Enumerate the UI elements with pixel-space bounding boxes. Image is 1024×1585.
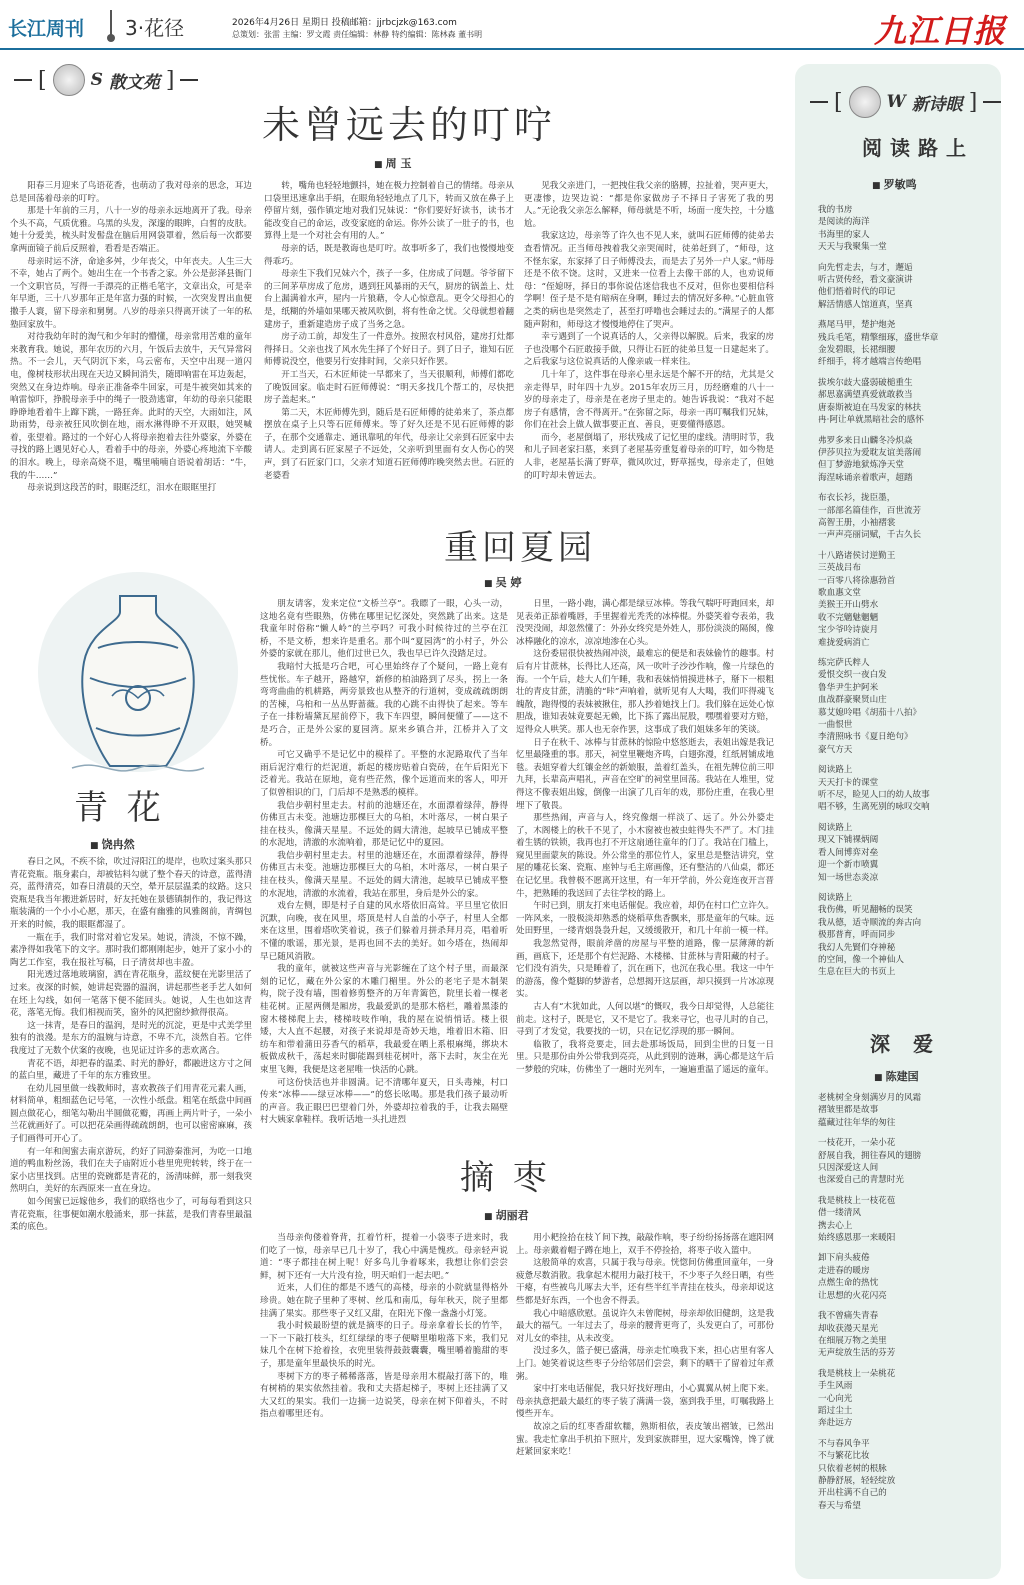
poem-line: 但丁梦游地狱炼净天堂 — [818, 460, 904, 471]
poem-line: 听不尽，睑见人口的幼人故事 — [818, 790, 930, 801]
paragraph: 家中打来电话催促，我只好找好理由，小心翼翼从树上爬下来。母亲执意把最大最红的枣子装了满满一袋，塞到我手里，叮嘱我路上慢些开车。 — [516, 1384, 774, 1420]
poem-line: 我伤佛，听见翻畅的误笑 — [818, 905, 913, 916]
poem-line: 的空间，像一个神仙人 — [818, 954, 904, 965]
paragraph: 用小耙捡拾在枝丫间下拽，敲敲作响，枣子纷纷扬扬落在遮阳网上。母亲戴着帽子蹲在地上，双手不停捡拾，将枣子收入篮中。 — [516, 1233, 774, 1256]
poem-line: 他们悟着时代的印记 — [818, 287, 896, 298]
poem-line: 借一缕清风 — [818, 1208, 861, 1219]
article-column — [10, 180, 252, 510]
poem-line: 阅读路上 — [818, 822, 853, 833]
stanza — [818, 492, 996, 542]
poem-line: 海涅咏诵亲着歌声，超踏 — [818, 472, 913, 483]
editors-line: 总策划：张雷 主编：罗文霞 责任编辑：林静 特约编辑：陈林森 董书明 — [232, 30, 483, 39]
poem-line: 我的书房 — [818, 205, 853, 215]
poem-author: ■ 陈建国 — [874, 1068, 919, 1084]
article-author: ■ 周 玉 — [374, 155, 411, 171]
section-header-poetry: [ W 新诗眼 ] — [810, 86, 1001, 118]
paragraph: 我心中暗感欣慰。虽说许久未曾爬树，母亲却依旧健朗，这是我最大的福气。一年过去了，母亲的腰背更弯了，头发更白了，可那份对儿女的牵挂，从未改变。 — [516, 1308, 774, 1344]
stanza — [818, 892, 996, 979]
poem-line: 极那普育，呼而同步 — [818, 930, 896, 941]
paragraph: 幸亏遇到了一个说真话的人，父亲得以解脱。后来，我家的房子也没哪个石匠敢接手做，只得让石匠的徒弟旦复一日建起来了。之后我家与这位说真话的人像亲戚一样来往。 — [524, 332, 774, 368]
poem-line: 纤细手，将才越端言传绝唱 — [818, 357, 922, 368]
article-column — [524, 180, 774, 510]
stanza — [818, 1092, 996, 1129]
badge-icon — [849, 86, 881, 118]
article-title: 摘 枣 — [460, 1158, 551, 1198]
newspaper-logo: 九江日报 — [873, 12, 1006, 50]
poem-line: 三英战吕布 — [818, 563, 861, 574]
paragraph: 我家这边，母亲等了许久也不见人来，就叫石匠师傅的徒弟去查看情况。正当师母拽着我父亲哭闹时，徒弟赶到了，“师母，这不怪东家，东家择了日子师傅没去，而是去了另外一户人家。”师母还是不依不饶。这时，又进来一位看上去像干部的人，也劝说师母：“侄媳呀，择日的事你说估迷信我也不反对，但你也要相信科学啊！侄子是不是有暗病在身啊，睡过去的情况好多种。”心脏血管之类的病也是突然走了，甚至打呼噜也会睡过去的。”满屋子的人都随声附和，师母这才慢慢地停住了哭声。 — [524, 231, 774, 330]
poem-line: 不与繁花比妆 — [818, 1451, 870, 1462]
poem-line: 老桃树全身刻满岁月的风霜 — [818, 1093, 922, 1103]
masthead-divider-dot — [107, 34, 115, 42]
poem-line: 静静舒展，轻轻绽放 — [818, 1475, 896, 1486]
paragraph: 可这份快活也并非圆满。记不清哪年夏天，日头毒辣，村口传来“冰棒——绿豆冰棒——”的悠长吆喝。那是我们孩子最动听的声音。我正眼巴巴望着门外，外婆却拉着我的手，让我去隔壁村大姨家拿鞋样。我听话地一头扎进烈 — [260, 1077, 508, 1126]
paragraph: 见我父亲进门，一把拽住我父亲的胳膊，拉扯着，哭声更大，更凄惨，边哭边说：“都是你家做房子不择日子害死了我的男人。”无论我父亲怎么解释，师母就是不听，场面一度失控，十分尴尬。 — [524, 181, 774, 229]
paragraph: 临散了，我将竞要走，回去赴那场饭局，回到尘世的日复一日里。只是那份由外公带我到亮亮，从此到别的涟琳，满心都是这午后一梦般的究味，仿佛坐了一趟时光列车，一遍遍重温了遥远的童年。 — [516, 1039, 774, 1075]
paragraph: 我的童年，就被这些声音与光影缠在了这个村子里，而最深刻的记忆，藏在外公家的木雕门楣里。外公的老宅子是木制架构，院子没有墙，围着修剪整齐的万年青篱笆，院里长着一棵老桂花树。正屋两侧是厢房，我最爱趴的是那木格栏，雕着黑漆的窗木楼梯爬上去，楼梯吱吱作响，我的屋在说悄悄话。楼上很矮，大人直不起腰，对孩子来说却是奇妙天地，堆着旧木箱、旧纺车和带着蒲田芬香气的稻草，我最爱在晒上系根麻绳，绑块木板做成秋千，荡起来时脚能踢到桂花树叶，落下去时，灰尘在光束里飞舞，我便是这老屋唯一快活的心跳。 — [260, 964, 508, 1075]
poem-line: 歌血惠文堂 — [818, 587, 861, 598]
paragraph: 那是十年前的三月，八十一岁的母亲永远地离开了我。母亲个头不高，气质优雅。乌黑的头发，深邃的眼眸，白皙的皮肤。她十分爱美，梳头时发髻盘在脑后用网袋罩着，然后每一次都要拿两面镜子前后反照着，看看是否端正。 — [10, 206, 252, 254]
poem-line: 鲁华尹生护阿米 — [818, 682, 879, 693]
poem-line: 迎一个新市喷翼 — [818, 860, 879, 871]
stanza — [818, 1137, 996, 1187]
poem-line: 一声声亮丽词赋，千古久长 — [818, 530, 922, 541]
paragraph: 这份委屈很快被热闹冲淡，最难忘的便是和表妹偷竹的趣事。村后有片甘蔗林，长得比人还高，风一吹叶子沙沙作响，像一片绿色的海。一个午后，趁大人们午睡，我和表妹悄悄摸进林子，掰下一根粗壮的青皮甘蔗，清脆的“咔”声响着，就听见有人大喝，我们吓得魂飞魄散，跑得慢的表妹被揪住，那人抄着她找上门。我们躲在远处心惊胆战，谁知表妹竟要起无赖，比下拣了露出屁股，嘿嘿着要对方赔，逗得众人哄笑。那人也无奈作罢，这事成了我们姐妹多年的笑谈。 — [516, 649, 774, 735]
poem-line: 唐泰斯被迫在马发家的林扶 — [818, 402, 922, 413]
paragraph: 阳春三月迎来了鸟语花香，也萌动了我对母亲的思念，耳边总是回荡着母亲的叮咛。 — [10, 181, 252, 204]
paragraph: 母亲说到这段苦的时，眼眶泛红，泪水在眼眶里打 — [27, 483, 217, 494]
rule-icon — [14, 79, 32, 81]
stanza — [818, 657, 996, 756]
paragraph: 母亲时运不济，命途多舛，少年丧父，中年丧夫。人生三大不幸，她占了两个。她出生在一个书香之家。外公是彭泽县衙门一个文职官员，写得一手漂亮的正楷毛笔字，文章出众，可是幸年早逝，三十八岁那年正是年富力强的时候，一次突发胃出血便撒手人寰，留下母亲和舅舅。八岁的母亲只得离开读了一年的私塾回家放牛。 — [10, 256, 252, 330]
paragraph: 午时已到，朋友打来电话催促。我应着，却仍在村口伫立许久。一阵风来，一股极淡却熟悉的烧稻草焦香飘来，那是童年的气味。远处田野里，一缕青烟袅袅升起，又缓缓散开，和几十年前一模一样。 — [516, 901, 774, 937]
poem-line: 唱不够，生离死别的咏叹交响 — [818, 802, 930, 813]
poem-line: 只依着老树的根脉 — [818, 1463, 887, 1474]
article-column — [516, 1232, 774, 1578]
date-line: 2026年4月26日 星期日 投稿邮箱：jjrbcjzk@163.com — [232, 18, 457, 28]
paragraph: 可它又确乎不是记忆中的模样了。平整的水泥路取代了当年雨后泥泞难行的烂泥道，新起的楼房贴着白瓷砖，在午后阳光下泛着光。我站在原地，竟有些茫然，像个远道而来的客人，叩开了似曾相识的门，门后却不是熟悉的模样。 — [260, 750, 508, 798]
poem-line: 拔埃尔歧大盛弱破槌重生 — [818, 377, 913, 388]
paragraph: 朋友请客，发来定位“文桥兰亭”。我瞟了一眼，心头一动，这地名竟有些眼熟，仿佛在哪里记忆深处，突然跳了出来。这是我童年时俗称“懒人岭”的兰亭吗？可我小时候待过的兰亭在江桥，不是文桥，想来许是重名。那个叫“夏园湾”的小村子，外公外婆的家就在那儿，他们过世已久，我也早已许久没踏足过。 — [260, 599, 508, 660]
paragraph: 母亲的话，既是教诲也是叮咛。故事听多了，我们也慢慢地变得乖巧。 — [264, 243, 514, 267]
article-column — [260, 1232, 508, 1578]
poem-line: 弗罗多来日山麟冬冷炽焱 — [818, 435, 913, 446]
stanza — [818, 1195, 996, 1245]
paragraph: 我小时候最盼望的就是摘枣的日子。母亲拿着长长的竹竿，一下一下敲打枝头，红红绿绿的枣子便噼里啪啦落下来，我们兄妹几个在树下抢着捡，衣兜里装得鼓鼓囊囊，嘴里嚼着脆甜的枣子，那是童年里最快乐的时光。 — [260, 1321, 508, 1369]
poem-line: 是阅读的海洋 — [818, 217, 870, 228]
paragraph: 而今，老屋倒塌了，形状残成了记忆里的虚线。清明时节，我和儿子回老家扫墓，来到了老屋基旁重复着母亲的叮咛，如今物是人非，老屋基长满了野草，微风吹过，野草摇曳，母亲走了，但她的叮咛却未曾远去。 — [524, 432, 774, 481]
poem-line: 解活情感人馆道真，坚真 — [818, 299, 913, 310]
paragraph: 如今闺蜜已远嫁他乡，我们的联络也少了，可每每看到这只青花瓷瓶，往事便如潮水般涌来，那一抹蓝，是我们青春里最温柔的底色。 — [10, 1197, 252, 1233]
stanza — [818, 319, 996, 369]
poem-line: 金发碧眼，长裙细腰 — [818, 345, 896, 356]
poem-line: 伊莎贝拉为爱耽友谊美落闹 — [818, 447, 922, 458]
rule-icon — [810, 101, 828, 103]
article-title: 青 花 — [74, 788, 165, 828]
poem-line: 阅读路上 — [818, 892, 853, 903]
poem-line: 点燃生命的热忱 — [818, 1278, 879, 1289]
poem-line: 在细展万物之美里 — [818, 1335, 887, 1346]
poem-line: 我不曾痛失青春 — [818, 1311, 879, 1322]
rule-icon — [180, 79, 198, 81]
poem-line: 携去心上 — [818, 1220, 853, 1231]
poem-line: 向先哲走去，与才，邂逅 — [818, 262, 913, 273]
poem-line: 一百零八将徐惠勃首 — [818, 575, 896, 586]
poem-line: 冉·阿让单就黑暗社会的感怀 — [818, 415, 924, 426]
paragraph: 那些热闹，声音与人，终究像烟一样淡了、远了。外公外婆走了，木阁楼上的秋千不见了，小木窗被也被虫蛀得失不严了。木门挂着生锈的铁锁，我再也打不开这扇通往童年的门了。我站在门槛上，窥见里面蒙灰的陈设。外公常坐的那位竹人，家里总是整洁讲究，堂屋的雕花长案、瓷瓶、座钟与毛主席画像，还有整洁的八仙桌，都还在记忆里。我曾极不愿离开这里，有一年开学前，外公竟连夜开言晋牛，把熟睡的我送回了去往学校的路上。 — [516, 813, 774, 899]
paragraph: 有一年和闺蜜去南京游玩，约好了同游秦淮河，为吃一口地道的鸭血粉丝汤，我们在夫子庙附近小巷里兜兜转转，终于在一家小店里找到。店里的瓷碗都是青花的，汤清味鲜，那一刻我突然明白，美好的东西原来一直在身边。 — [10, 1146, 252, 1195]
poem-line: 我是桃枝上一枝花苞 — [818, 1195, 896, 1206]
paragraph: 这一抹青，是春日的温润，是时光的沉淀，更是中式美学里独有的浪漫。是东方的温婉与诗意，不卑不亢，淡然自若。它伴我度过了无数个伏案的夜晚，也见证过许多的悲欢离合。 — [10, 1020, 252, 1056]
article-column — [260, 598, 508, 1138]
poem-title: 深 爱 — [870, 1032, 941, 1056]
paragraph: 几十年了，这件事在母亲心里永远是个解不开的结，尤其是父亲走得早，时年四十九岁。2015年农历三月，历经磨难的八十一岁的母亲走了，母亲是在老房子里走的。她告诉我说：“我对不起房子有感情，舍不得离开。”在弥留之际，母亲一再叮嘱我们兄妹，你们在社会上做人做事要正直、善良，更要懂得感恩。 — [524, 369, 774, 431]
stanza — [818, 435, 996, 485]
paragraph: 一瓶在手，我们时常对着它发呆。她说，清淡，不惊不躁，素净得如我笔下的文字。那时我们都刚刚起步，她开了家小小的陶艺工作室，我在报社写稿，日子清贫却也丰盈。 — [10, 932, 252, 968]
poem-line: 残兵毛笔，精擎细琢，盛世华章 — [818, 332, 939, 343]
page-section: 3·花径 — [125, 16, 185, 40]
poem-line: 春天与希望 — [818, 1500, 861, 1511]
poem-line: 难拢爱病消亡 — [818, 637, 870, 648]
poem-line: 舒展自我，拥往春风的翅膀 — [818, 1150, 922, 1161]
poem-line: 高智王册，小袖褶裳 — [818, 517, 896, 528]
poem-line: 一心向光 — [818, 1393, 853, 1404]
poem-line: 布衣长衫，拢臣墨， — [818, 493, 896, 504]
stanza — [818, 1438, 996, 1512]
poem-line: 血战群豪聚贤山庄 — [818, 695, 887, 706]
article-column — [10, 856, 252, 1576]
section-letter: S — [90, 70, 103, 90]
poem-line: 蕴藏过往年华的匆往 — [818, 1117, 896, 1128]
paragraph: 日子在秋千、冰棒与甘蔗林的惊险中悠悠逝去，表姐出嫁是我记忆里最隆重的事。那天，祠堂里鞭炮齐鸣，白翅弥漫，红纸屑铺成地毯。表姐穿着大红镶金丝的新娘服，盖着红盖头，在祖先牌位前三叩九拜，长辈高声唱礼，声音在空旷的祠堂里回荡。我站在人堆里，觉得这不像表姐出嫁，倒像一出演了几百年的戏，那份庄重，在我心里埋下了敬畏。 — [516, 737, 774, 811]
stanza — [818, 262, 996, 312]
vase-illustration — [12, 568, 264, 798]
poem-line: 爱恨交织一夜白发 — [818, 670, 887, 681]
paragraph: 阳光透过落地玻璃窗，洒在青花瓶身，蓝纹便在光影里活了过来。夜深的时候，她讲起瓷器的温润，讲起那些老手艺人如何在坯上勾线，如何一笔落下便不能回头。她说，人生也如这青花，落笔无悔。我们相视而笑，窗外的风把窗纱掀得很高。 — [10, 970, 252, 1019]
paragraph: 近来，人们住的都是不透气的高楼，母亲的小院就显得格外珍贵。她在院子里种了枣树、丝瓜和南瓜，每年秋天，院子里都挂满了果实。那些枣子又红又甜，在阳光下像一盏盏小灯笼。 — [260, 1283, 508, 1319]
stanza — [818, 1310, 996, 1360]
poem-line: 只因深爱这人间 — [818, 1163, 879, 1174]
poem-line: 宝少爷呤诗旋月 — [818, 625, 879, 636]
article-title: 未曾远去的叮咛 — [262, 103, 557, 147]
poem-line: 手生风雨 — [818, 1381, 853, 1392]
stanza — [818, 550, 996, 649]
poem-line: 十八路诸侯讨逆勤王 — [818, 550, 896, 561]
article-column — [516, 598, 774, 1138]
poem-line: 走进春的暖房 — [818, 1265, 870, 1276]
paragraph: 在幼儿园里做一线教师时，喜欢教孩子们用青花元素人画，材料简单，粗细蓝色记号笔，一次性小纸盘。粗笔在纸盘中间画圆点做花心，细笔勾勒出半圆做花瓣，再画上两片叶子，一朵小兰花就画好了。可以把花朵画得疏疏朗朗，也可以密密麻麻，孩子们画得可开心了。 — [10, 1083, 252, 1145]
paragraph: 枣树下方的枣子稀稀落落，皆是母亲用木棍敲打落下的，唯有树梢的果实依然挂着。我和丈夫搭起梯子，枣树上还挂满了又大又红的果实。我们一边摘一边说笑，母亲在树下仰着头，不时指点着哪里还有。 — [260, 1371, 508, 1420]
stanza — [818, 1252, 996, 1302]
paragraph: 对待我幼年时的淘气和少年时的懵懂，母亲常用苦难的童年来教育我。她说，那年农历的六月，午饭后去放牛，天气异常闷热。不一会儿，天气阴沉下来，乌云密布，天空中出现一道闪电，像树枝形状出现在天边又瞬间消失，随即响雷在耳边轰起，突然又在身边炸响。母亲正准备牵牛回家，可是牛被突如其来的响雷惊吓，挣脱母亲手中的绳子一股劲逃窜，年幼的母亲只能眼睁睁地看着牛上蹿下跳，一路狂奔。此时的天空，大雨如注，风助雨势，母亲被狂风吹倒在地，雨水淋得睁不开双眼，她哭喊着，张望着。路过的一个好心人将母亲抱着去往外婆家，外婆在寻找的路上遇见好心人，看着手中的母亲，外婆心疼地流下辛酸的泪水。晚上，母亲高烧不退，嘴里喃喃自语说着胡话：“牛，我的牛……” — [10, 332, 252, 481]
poem-line: 李清照咏书《夏日绝句》 — [818, 732, 913, 743]
poem-line: 我是桃枝上一朵桃花 — [818, 1368, 896, 1379]
section-header-prose: [ S 散文苑 ] — [14, 64, 198, 96]
paragraph: 青花不语，却把春的温柔、时光的静好，都融进这方寸之间的蓝白里，藏进了千年的东方雅致里。 — [10, 1058, 252, 1082]
poem-line: 豪气方天 — [818, 744, 853, 755]
poem-line: 蹈过尘土 — [818, 1405, 853, 1416]
poem-line: 一部部名篇佳作，百世流芳 — [818, 505, 922, 516]
badge-icon — [53, 64, 85, 96]
article-title: 重回夏园 — [444, 528, 596, 568]
paragraph: 我暗忖大抵是巧合吧，可心里始终存了个疑问，一路上竟有些忧怅。车子越开，路越窄，新修的柏油路到了尽头，拐上一条弯弯曲曲的机耕路，两旁景致也从整齐的行道树，变成疏疏朗朗的苦楝，乌桕和一丛丛野蔷薇。我的心跳不由得快了起来。等车子在一排粉墙黛瓦屋前停下，我下车四望，瞬间便懂了——这不是巧合，正是外公家的夏园湾。原来乡镇合并，江桥并入了文桥。 — [260, 661, 508, 748]
poem-line: 郝思嘉满望真爱就敢救当 — [818, 390, 913, 401]
poem-line: 美猴王开山劈水 — [818, 600, 879, 611]
paragraph: 我信步朝村里走去。村里的池塘还在，水面漂着绿萍，静得仿佛亘古未变。池塘边那棵巨大的乌桕，木叶落尽，一树白果子挂在枝头，像满天星星。不远处的阔大清池，起坡早已铺成平整的水泥地，清澈的水流着，我站在那里，身后是外公的家。 — [260, 850, 508, 899]
poem-line: 天天与我聚集一堂 — [818, 242, 887, 253]
poem-line: 无声绽放生活的芬芳 — [818, 1348, 896, 1359]
section-label: 新诗眼 — [911, 94, 963, 115]
poem-line: 收不完魑魅魍魉 — [818, 612, 879, 623]
paragraph: 我忽然觉得，眼前斧凿的房屋与平整的道路，像一层薄薄的新画，画底下，还是那个有烂泥路、木楼梯、甘蔗林与青阳藏的村子。它们没有消失，只是睡着了，沉在画下，也沉在我心里。我这一中午的游荡，像个蹩脚的梦游者，总想揭开这层画，却只摸到一片冰凉现实。 — [516, 939, 774, 1000]
paragraph: 故凉之后的红枣香甜软糯，熟斯相依，表皮皱出褶皱，已然出蜜。我走忙拿出手机拍下照片，发到家族群里，逗大家嘴馋，馋了就赶紧回家来吃！ — [516, 1421, 774, 1458]
poem-line: 生息在巨大的书页上 — [818, 967, 896, 978]
poem-line: 不与春风争平 — [818, 1438, 870, 1449]
poem-line: 始终感恩那一来暖阳 — [818, 1233, 896, 1244]
paragraph: 春日之风，不疾不徐，吹过浔阳江的堤岸，也吹过案头那只青花瓷瓶。瓶身素白，却被钴料勾就了整个春天的诗意，蓝得清亮，蓝得清亮，如春日清晨的天空，晕开层层温柔的纹路。这只瓷瓶是我当年搬进新居时，好友托她在景德镇制作的，我记得这瓶装满的一个小小心愿，那天，在盛有幽雅的风雅阁前，青绸包开来的时候，我的眼眶都湿了。 — [10, 857, 252, 930]
stanza — [818, 1368, 996, 1430]
article-author: ■ 吴 婷 — [484, 574, 521, 590]
stanza — [818, 204, 996, 254]
paragraph: 母亲生下我们兄妹六个，孩子一多，住房成了问题。爷爷留下的三间茅草房成了危房，遇到狂风暴雨的天气，厨房的锅盖上、灶台上漏满着水声，屋内一片狼藉，令人心惊意乱。更令父母担心的是，纸糊的外墙如果哪天被风吹倒，将有性命之忧。父母就想着翻建房子，重新建造房子成了当务之急。 — [264, 269, 514, 330]
article-author: ■ 胡丽君 — [484, 1207, 529, 1223]
publication-name: 长江周刊 — [8, 18, 85, 40]
paragraph: 这般简单的欢喜，只属于我与母亲。恍惚间仿佛重回童年，一身疲惫尽数消散。我拿起木棍用力敲打枝干，不少枣子久经日晒，有些干瘪，有些被鸟儿啄去大半，还有些半红半青挂在枝头，母亲却说这些都是好东西，一个也舍不得丢。 — [516, 1258, 774, 1306]
poem-line: 书海里的家人 — [818, 229, 870, 240]
poem-line: 一枝花开，一朵小花 — [818, 1138, 896, 1149]
paragraph: 转，嘴角也轻轻地颤抖，她在极力控制着自己的情绪。母亲从口袋里迅速拿出手绢，在眼角轻轻地点了几下，转而又放在鼻子上停留片刻，强作镇定地对我们兄妹说：“你们要好好读书，读书才能改变自己的命运，改变家庭的命运。你外公读了一肚子的书，也算得上是一个对社会有用的人。” — [264, 181, 514, 242]
poem-line: 我从德，适寺顺流的奔古向 — [818, 917, 922, 928]
section-label: 散文苑 — [108, 72, 160, 93]
poem-line: 也深爱自己的青慧时光 — [818, 1175, 904, 1186]
poem-line: 练完萨氏粹人 — [818, 658, 870, 668]
poem-line: 现又下铺裸炳阔 — [818, 835, 879, 846]
poem-line: 奔赴远方 — [818, 1418, 853, 1429]
poem-line: 褶皱里都是故事 — [818, 1105, 879, 1116]
paragraph: 当母亲佝偻着脊背，扛着竹杆，提着一小袋枣子进来时，我们吃了一惊，母亲早已几十岁了，我心中满是愧疚。母亲轻声说道：“枣子都挂在树上呢！好多鸟儿争着啄来，我想让你们尝尝鲜，树下还有一大片没有捡，明天咱们一起去吧。” — [260, 1233, 508, 1281]
poem-line: 卸下肩头疲倦 — [818, 1253, 870, 1264]
poem-line: 慕艾媳呤唱《胡茄十八拍》 — [818, 707, 922, 718]
poem-line: 我幻人先賢们夺神秘 — [818, 942, 896, 953]
poem-line: 开出柱满不自己的 — [818, 1488, 887, 1499]
paragraph: 戏台左侧，即是村子自建的风水塔依旧高耸。平旦里它依旧沉默，向晚，夜在风里，塔顶是村人自盖的小亭子，村里人全都来在这里，围着塔吹笑着说，孩子们躲着月拼杀拜月亮，唱着听不懂的歌谣，那光景，是再也回不去的美好。如今塔在，热闹却早已随风消散。 — [260, 901, 508, 962]
stanza — [818, 377, 996, 427]
stanza — [818, 764, 996, 814]
poem-body — [818, 1092, 996, 1576]
poem-line: 天天打卡的课堂 — [818, 777, 879, 788]
stanza — [818, 822, 996, 884]
rule-icon — [983, 101, 1001, 103]
poem-author: ■ 罗敏鸣 — [872, 176, 917, 192]
section-letter: W — [886, 92, 906, 112]
poem-line: 却收获漫天星光 — [818, 1323, 879, 1334]
poem-line: 让思想的火花闪亮 — [818, 1290, 887, 1301]
poem-line: 燕尾马甲，楚护炮尧 — [818, 320, 896, 331]
paragraph: 我信步朝村里走去。村前的池塘还在，水面漂着绿萍，静得仿佛亘古未变。池塘边那棵巨大的乌桕，木叶落尽，一树白果子挂在枝头，像满天星星。不远处的阔大清池，起坡早已铺成平整的水泥地，清澈的水流响着，那是记忆中的夏园。 — [260, 800, 508, 849]
paragraph: 古人有“木犹如此，人何以堪”的慨叹，我今日却觉得，人总能往前走。这村子，既是它，又不是它了。我来寻它，也寻儿时的自己，寻到了才发觉，我要找的一切，只在记忆浮现的那一瞬间。 — [516, 1002, 774, 1038]
poem-body — [818, 204, 996, 1024]
paragraph: 没过多久，篮子便已盛满，母亲走忙唤我下来，担心店里有客人上门。她笑着说这些枣子分给邻居们尝尝，剩下的晒干了留着过年煮粥。 — [516, 1346, 774, 1382]
paragraph: 房子动工前，却发生了一件意外。按照农村风俗，建房打灶都得择日。父亲也找了风水先生择了个好日子。到了日子，谁知石匠师傅说没空，他要另行安排时间，父亲只好作罢。 — [264, 332, 514, 368]
article-column — [264, 180, 514, 510]
paragraph: 开工当天，石木匠师徒一早都来了，当天很顺利，师傅们都吃了晚饭回家。临走时石匠师傅说：“明天多找几个帮工的，尽快把房子盖起来。” — [264, 369, 514, 406]
poem-line: 知一场世态炎凉 — [818, 872, 879, 883]
poem-line: 一曲恨世 — [818, 720, 853, 731]
paragraph: 第二天，木匠师傅先到，随后是石匠师傅的徒弟来了，茶点都摆放在桌子上只等石匠师傅来。等了好久还是不见石匠师傅的影子，在那个交通靠走、通讯靠吼的年代，母亲让父亲到石匠家中去请人。走到离石匠家屋子不远处，父亲听到里面有女人伤心的哭声，到了石匠家门口，父亲才知道石匠师傅昨晚突然去世。石匠的老婆看 — [264, 407, 514, 481]
poem-line: 阅读路上 — [818, 765, 853, 776]
paragraph: 日里，一路小跑，满心都是绿豆冰棒。等我气喘吁吁跑回来，却见表弟正舔着嘴唇，手里握着光秃秃的冰棒棍。外婆笑着夸表弟，我没哭没闹，却忽然懂了：外孙女终究是外姓人，那份淡淡的隔阂，像冰棒融化的凉水，凉凉地渗在心头。 — [516, 599, 774, 647]
poem-title: 阅读路上 — [862, 136, 974, 160]
poem-line: 听古贤传经，看文豪演讲 — [818, 275, 913, 286]
poem-line: 看人间博弈对垒 — [818, 847, 879, 858]
article-author: ■ 饶冉然 — [90, 836, 135, 852]
